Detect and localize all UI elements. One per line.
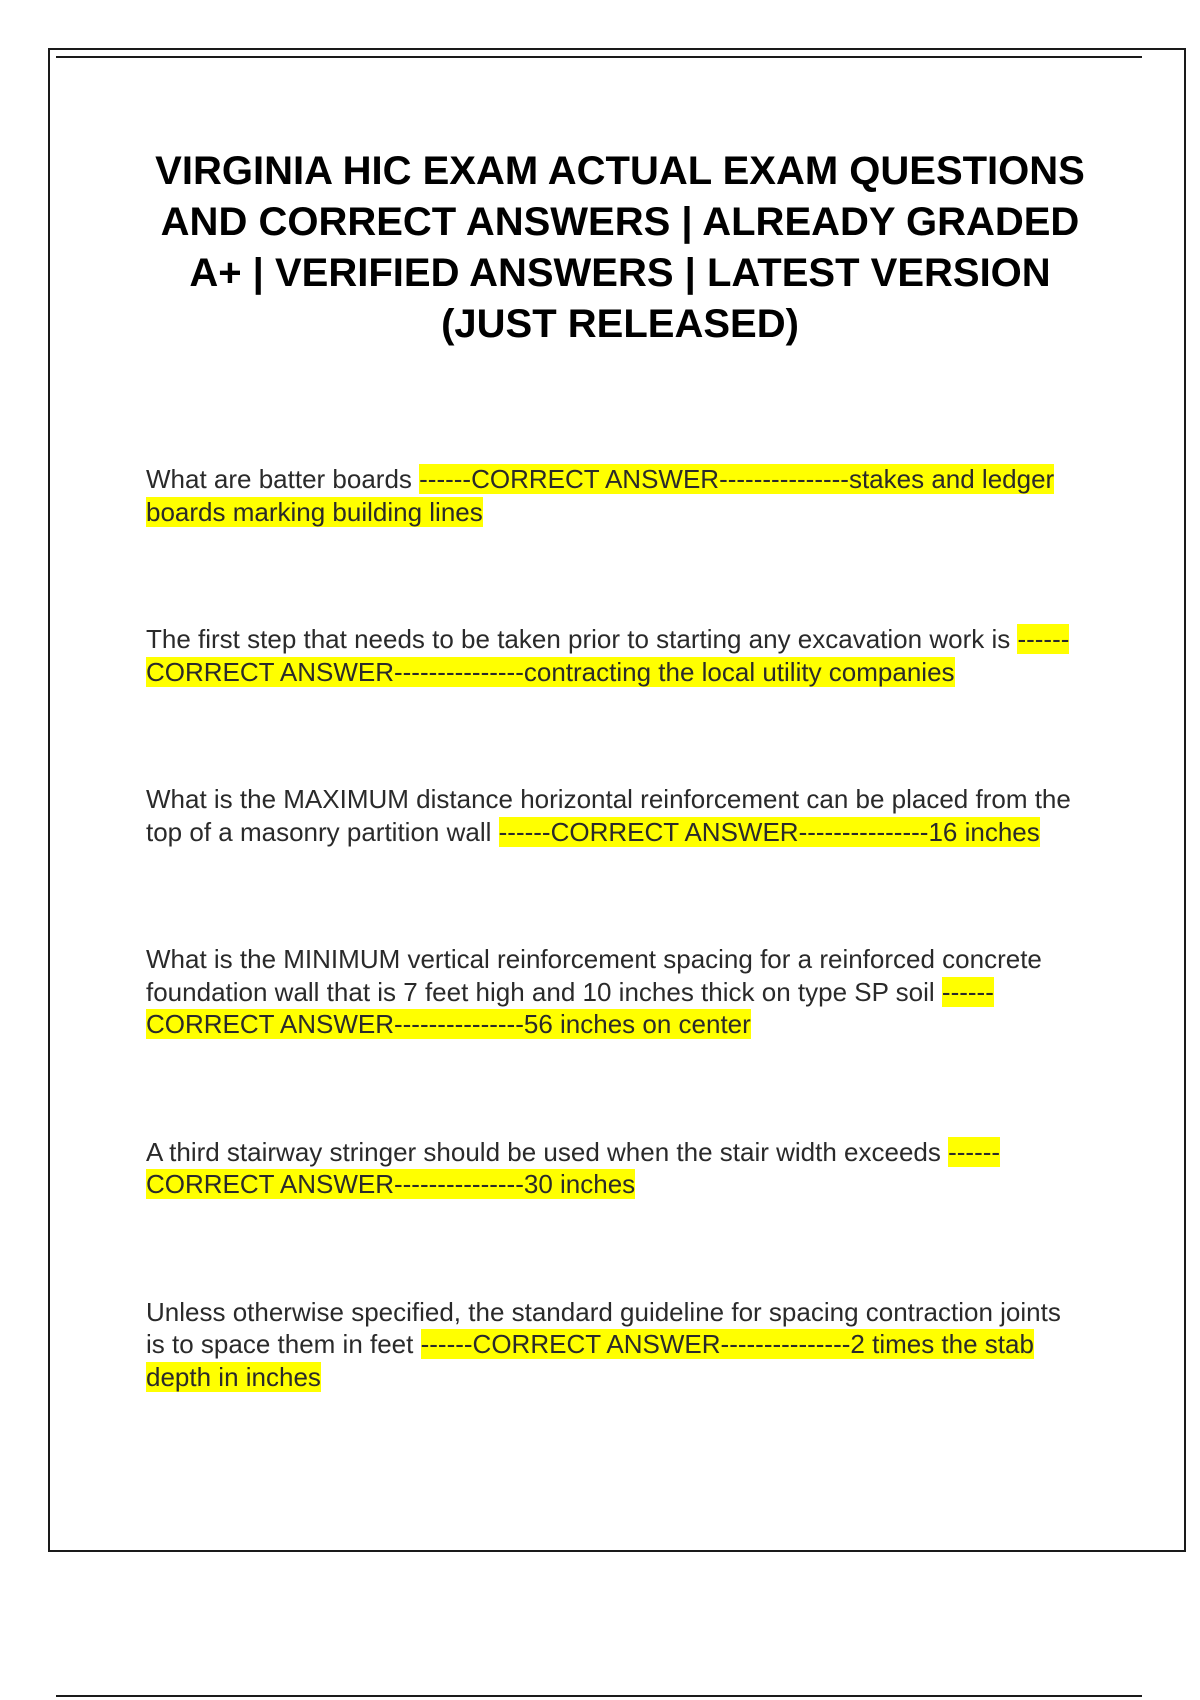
question-text: What is the MINIMUM vertical reinforcement spacing for a reinforced concrete foundation wall that is 7 feet high and 10 inches thick on type SP soil: [146, 944, 1042, 1007]
qa-item: [146, 1136, 1086, 1201]
question-text: The first step that needs to be taken prior to starting any excavation work is: [146, 624, 1018, 654]
qa-list: [146, 463, 1086, 1393]
answer-text: ------CORRECT ANSWER---------------stakes and ledger boards marking building lines: [146, 464, 1055, 527]
qa-item: [146, 783, 1086, 848]
qa-item: [146, 463, 1086, 528]
qa-item: [146, 943, 1086, 1041]
answer-text: ------CORRECT ANSWER---------------56 inches on center: [146, 976, 994, 1039]
top-divider: [56, 56, 1142, 58]
answer-text: ------CORRECT ANSWER---------------16 inches: [498, 816, 1040, 847]
qa-item: [146, 1296, 1086, 1394]
bottom-divider: [56, 1695, 1142, 1697]
answer-text: ------CORRECT ANSWER---------------contracting the local utility companies: [146, 624, 1070, 687]
qa-item: [146, 623, 1086, 688]
question-text: What are batter boards: [146, 464, 420, 494]
question-text: What is the MAXIMUM distance horizontal reinforcement can be placed from the top of a masonry partition wall: [146, 784, 1071, 847]
question-text: A third stairway stringer should be used when the stair width exceeds: [146, 1136, 949, 1167]
document-title: VIRGINIA HIC EXAM ACTUAL EXAM QUESTIONS AND CORRECT ANSWERS | ALREADY GRADED A+ | VERIFIED ANSWERS | LATEST VERSION (JUST RELEASED): [155, 149, 1085, 346]
answer-text: ------CORRECT ANSWER---------------2 times the stab depth in inches: [146, 1329, 1034, 1392]
answer-text: ------CORRECT ANSWER---------------30 inches: [146, 1136, 1001, 1199]
question-text: Unless otherwise specified, the standard guideline for spacing contraction joints is to space them in feet: [146, 1296, 1061, 1359]
